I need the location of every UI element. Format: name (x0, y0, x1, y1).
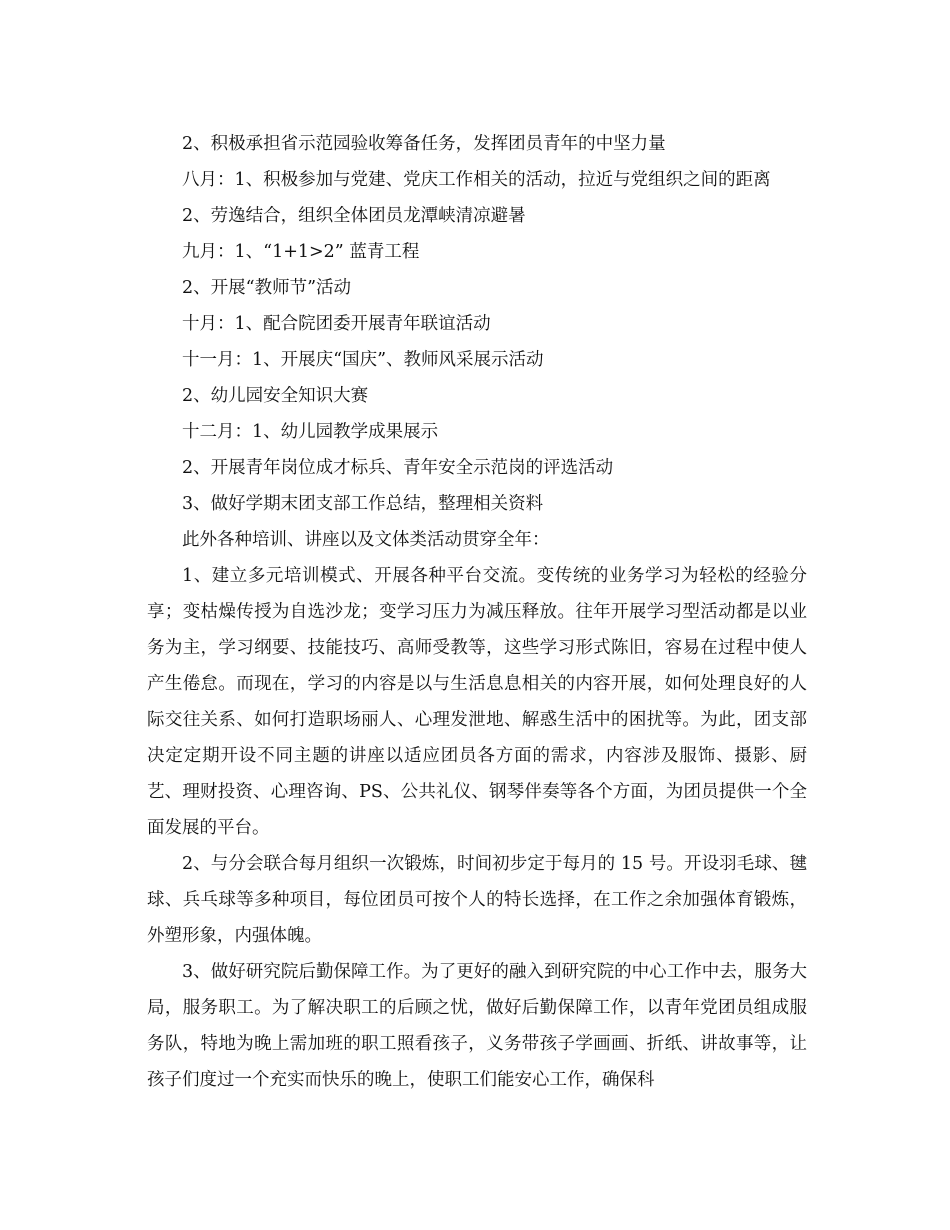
paragraph: 1、建立多元培训模式、开展各种平台交流。变传统的业务学习为轻松的经验分享；变枯燥传授为自选沙龙；变学习压力为减压释放。往年开展学习型活动都是以业务为主，学习纲要、技能技巧、高师受教等，这些学习形式陈旧，容易在过程中使人产生倦怠。而现在，学习的内容是以与生活息息相关的内容开展，如何处理良好的人际交往关系、如何打造职场丽人、心理发泄地、解惑生活中的困扰等。为此，团支部决定定期开设不同主题的讲座以适应团员各方面的需求，内容涉及服饰、摄影、厨艺、理财投资、心理咨询、PS、公共礼仪、钢琴伴奏等各个方面，为团员提供一个全面发展的平台。 (147, 566, 807, 838)
text-line: 3、做好学期末团支部工作总结，整理相关资料 (182, 494, 544, 514)
text-line: 十一月：1、开展庆“国庆”、教师风采展示活动 (182, 350, 544, 370)
text-line: 2、积极承担省示范园验收筹备任务，发挥团员青年的中坚力量 (182, 134, 666, 154)
text-line: 八月：1、积极参加与党建、党庆工作相关的活动，拉近与党组织之间的距离 (182, 170, 771, 190)
text-line: 2、开展青年岗位成才标兵、青年安全示范岗的评选活动 (182, 458, 614, 478)
text-line: 2、劳逸结合，组织全体团员龙潭峡清凉避暑 (182, 206, 526, 226)
paragraph: 3、做好研究院后勤保障工作。为了更好的融入到研究院的中心工作中去，服务大局，服务职工。为了解决职工的后顾之忧，做好后勤保障工作，以青年党团员组成服务队，特地为晚上需加班的职工照看孩子，义务带孩子学画画、折纸、讲故事等，让孩子们度过一个充实而快乐的晚上，使职工们能安心工作，确保科 (147, 962, 807, 1090)
text-line: 十月：1、配合院团委开展青年联谊活动 (182, 314, 491, 334)
document-body (147, 126, 807, 1098)
text-line: 2、开展“教师节”活动 (182, 278, 352, 298)
text-line: 九月：1、“1+1>2” 蓝青工程 (182, 242, 420, 262)
text-line: 十二月：1、幼儿园教学成果展示 (182, 422, 439, 442)
text-line: 2、幼儿园安全知识大赛 (182, 386, 369, 406)
paragraph: 2、与分会联合每月组织一次锻炼，时间初步定于每月的 15 号。开设羽毛球、毽球、兵乓球等多种项目，每位团员可按个人的特长选择，在工作之余加强体育锻炼，外塑形象，内强体魄。 (147, 854, 807, 946)
text-line: 此外各种培训、讲座以及文体类活动贯穿全年： (182, 530, 550, 550)
